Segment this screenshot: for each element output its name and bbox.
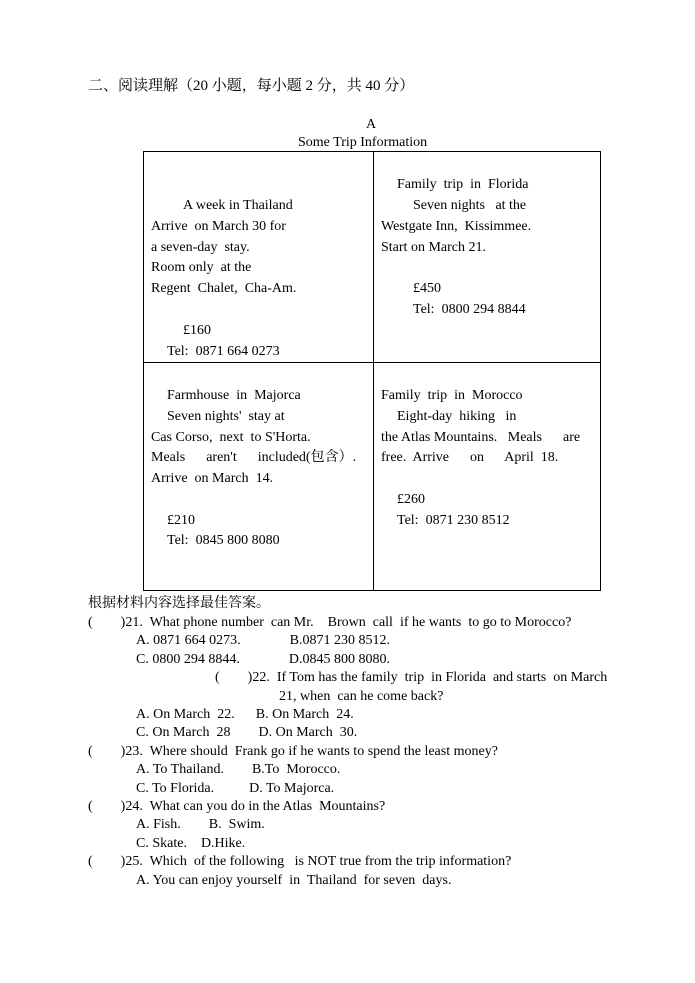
question-22: ( )22. If Tom has the family trip in Florida and starts on March (215, 670, 608, 685)
phone-text: Tel: 0871 230 8512 (397, 513, 510, 528)
question-22-options-ab: A. On March 22. B. On March 24. (136, 707, 354, 722)
question-23-options-cd: C. To Florida. D. To Majorca. (136, 781, 335, 796)
price-text: £160 (183, 323, 211, 338)
question-21-options-cd: C. 0800 294 8844. D.0845 800 8080. (136, 652, 390, 667)
table-divider-horizontal (144, 362, 600, 363)
phone-text: Tel: 0845 800 8080 (167, 533, 280, 548)
cell-text: Room only at the (151, 260, 252, 275)
cell-text: the Atlas Mountains. Meals are (381, 430, 581, 445)
question-22-options-cd: C. On March 28 D. On March 30. (136, 725, 358, 740)
cell-text: Seven nights' stay at (167, 409, 285, 424)
price-text: £260 (397, 492, 425, 507)
question-25-option-a: A. You can enjoy yourself in Thailand for seven days. (136, 873, 452, 888)
cell-text: Eight-day hiking in (397, 409, 517, 424)
cell-text: Family trip in Morocco (381, 388, 523, 403)
cell-text: Seven nights at the (413, 198, 527, 213)
question-22-continued: 21, when can he come back? (279, 689, 444, 704)
price-text: £450 (413, 281, 441, 296)
passage-title: Some Trip Information (298, 135, 428, 150)
cell-text: Westgate Inn, Kissimmee. (381, 219, 532, 234)
price-text: £210 (167, 513, 195, 528)
table-divider-vertical (373, 152, 374, 590)
cell-text: Regent Chalet, Cha-Am. (151, 281, 297, 296)
question-23: ( )23. Where should Frank go if he wants to spend the least money? (88, 744, 498, 759)
cell-text: A week in Thailand (183, 198, 293, 213)
question-21-options-ab: A. 0871 664 0273. B.0871 230 8512. (136, 633, 390, 648)
question-24-options-ab: A. Fish. B. Swim. (136, 817, 265, 832)
cell-text: Arrive on March 30 for (151, 219, 286, 234)
cell-text: free. Arrive on April 18. (381, 450, 559, 465)
phone-text: Tel: 0871 664 0273 (167, 344, 280, 359)
cell-text: a seven-day stay. (151, 240, 250, 255)
cell-text: Farmhouse in Majorca (167, 388, 301, 403)
cell-text: Cas Corso, next to S'Horta. (151, 430, 311, 445)
phone-text: Tel: 0800 294 8844 (413, 302, 526, 317)
trip-info-table (143, 151, 601, 591)
cell-text: Meals aren't included(包含）. (151, 450, 357, 465)
cell-text: Arrive on March 14. (151, 471, 274, 486)
section-heading: 二、阅读理解（20 小题，每小题 2 分，共 40 分） (88, 78, 415, 94)
cell-text: Family trip in Florida (397, 177, 529, 192)
cell-text: Start on March 21. (381, 240, 486, 255)
passage-label: A (366, 117, 377, 132)
question-25: ( )25. Which of the following is NOT true from the trip information? (88, 854, 512, 869)
question-21: ( )21. What phone number can Mr. Brown call if he wants to go to Morocco? (88, 615, 572, 630)
question-23-options-ab: A. To Thailand. B.To Morocco. (136, 762, 341, 777)
question-24: ( )24. What can you do in the Atlas Mountains? (88, 799, 386, 814)
question-24-options-cd: C. Skate. D.Hike. (136, 836, 246, 851)
instruction-text: 根据材料内容选择最佳答案。 (88, 596, 270, 611)
